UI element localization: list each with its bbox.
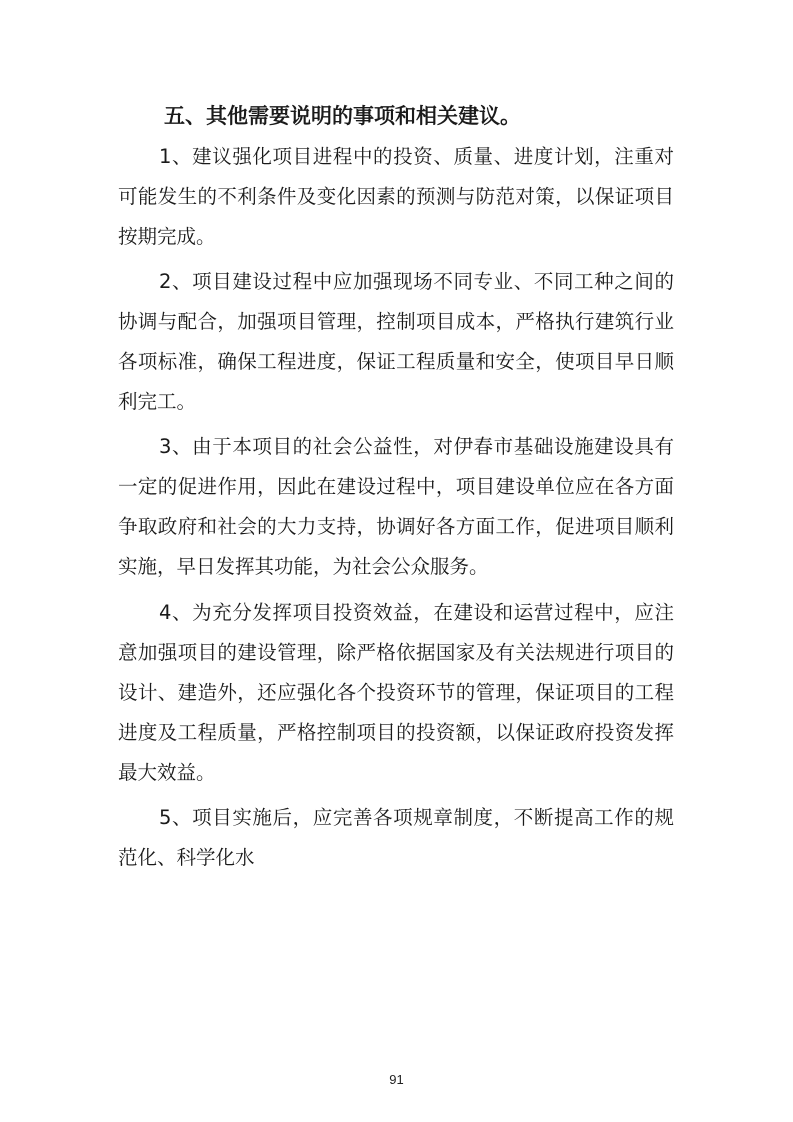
- paragraph-1: 1、建议强化项目进程中的投资、质量、进度计划，注重对可能发生的不利条件及变化因素的预测与防范对策，以保证项目按期完成。: [118, 145, 674, 248]
- paragraph-2: 2、项目建设过程中应加强现场不同专业、不同工种之间的协调与配合，加强项目管理，控制项目成本，严格执行建筑行业各项标准，确保工程进度，保证工程质量和安全，使项目早日顺利完工。: [118, 270, 674, 413]
- paragraph-4: 4、为充分发挥项目投资效益，在建设和运营过程中，应注意加强项目的建设管理，除严格依据国家及有关法规进行项目的设计、建造外，还应强化各个投资环节的管理，保证项目的工程进度及工程质量，严格控制项目的投资额，以保证政府投资发挥最大效益。: [118, 601, 674, 784]
- page-number: 91: [389, 1072, 404, 1087]
- paragraph-5: 5、项目实施后，应完善各项规章制度，不断提高工作的规范化、科学化水: [118, 806, 674, 869]
- paragraph-3: 3、由于本项目的社会公益性，对伊春市基础设施建设具有一定的促进作用，因此在建设过程中，项目建设单位应在各方面争取政府和社会的大力支持，协调好各方面工作，促进项目顺利实施，早日发挥其功能，为社会公众服务。: [118, 435, 674, 578]
- section-heading: 五、其他需要说明的事项和相关建议。: [164, 104, 521, 128]
